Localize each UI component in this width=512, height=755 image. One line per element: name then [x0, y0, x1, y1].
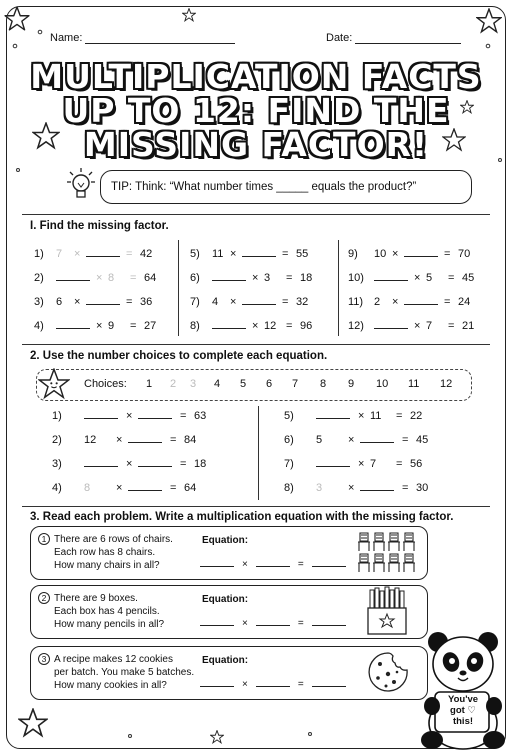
answer-blank[interactable] [404, 248, 438, 257]
product: 64 [144, 272, 157, 284]
choices-label: Choices: [84, 378, 127, 390]
chair-icon [388, 533, 400, 551]
answer-blank[interactable] [256, 678, 290, 687]
equals-sign: = [286, 320, 293, 332]
choice-number: 6 [266, 378, 273, 390]
choice-number: 7 [292, 378, 299, 390]
answer-blank[interactable] [200, 678, 234, 687]
answer-blank[interactable] [56, 272, 90, 281]
product: 56 [410, 458, 423, 470]
answer-blank[interactable] [360, 434, 394, 443]
times-sign: × [230, 296, 237, 308]
choice-number: 12 [440, 378, 453, 390]
equals-sign: = [402, 482, 409, 494]
chairs-icon [356, 531, 418, 575]
problem-row [52, 434, 196, 446]
equals-sign: = [297, 559, 304, 570]
factor: 7 [56, 248, 63, 260]
product: 84 [184, 434, 197, 446]
times-sign: × [242, 679, 248, 690]
problem-line-text: per batch. You make 5 batches. [54, 667, 195, 678]
answer-blank[interactable] [84, 410, 118, 419]
problem-row [348, 272, 474, 284]
name-label: Name: [50, 32, 83, 44]
answer-blank[interactable] [256, 558, 290, 567]
cookie-icon [366, 650, 410, 694]
problem-row [190, 272, 312, 284]
problem-number: 8) [284, 482, 294, 494]
title-line-1: MULTIPLICATION FACTS [30, 57, 482, 96]
factor: 7 [370, 458, 377, 470]
factor: 5 [316, 434, 323, 446]
problem-number: 4) [34, 320, 44, 332]
answer-blank[interactable] [200, 617, 234, 626]
equals-sign: = [130, 320, 137, 332]
word-problem-text [38, 533, 173, 572]
choice-number: 5 [240, 378, 247, 390]
answer-blank[interactable] [56, 320, 90, 329]
problem-row [34, 320, 156, 332]
choice-number: 11 [408, 378, 420, 390]
factor: 10 [374, 248, 387, 260]
sign-line-3: this! [452, 716, 474, 727]
problem-number: 6) [284, 434, 294, 446]
heart-icon: ♡ [467, 705, 476, 716]
problem-number: 12) [348, 320, 364, 332]
equals-sign: = [170, 434, 177, 446]
divider [22, 344, 490, 345]
times-sign: × [348, 482, 355, 494]
times-sign: × [358, 410, 365, 422]
equals-sign: = [170, 482, 177, 494]
factor: 6 [56, 296, 63, 308]
equals-sign: = [282, 248, 289, 260]
chair-icon [388, 554, 400, 572]
problem-number: 11) [348, 296, 364, 308]
problem-row [52, 410, 206, 422]
problem-row [348, 248, 470, 260]
problem-line [38, 592, 164, 605]
problem-row [284, 434, 428, 446]
problem-number: 10) [348, 272, 364, 284]
answer-blank[interactable] [312, 678, 346, 687]
problem-number: 5) [190, 248, 200, 260]
product: 96 [300, 320, 313, 332]
factor: 3 [264, 272, 271, 284]
answer-blank[interactable] [316, 410, 350, 419]
answer-blank[interactable] [242, 296, 276, 305]
problem-number: 7) [190, 296, 200, 308]
problem-row [34, 272, 156, 284]
column-divider [258, 406, 259, 500]
problem-line-text: There are 6 rows of chairs. [54, 534, 173, 545]
section-2-heading: 2. Use the number choices to complete each equation. [30, 350, 328, 362]
equation-line [200, 617, 346, 629]
problem-number: 2) [34, 272, 44, 284]
times-sign: × [358, 458, 365, 470]
problem-row [190, 248, 308, 260]
answer-blank[interactable] [128, 434, 162, 443]
times-sign: × [252, 272, 259, 284]
problem-line [38, 533, 173, 546]
equals-sign: = [282, 296, 289, 308]
problem-row [284, 410, 422, 422]
problem-line-text: A recipe makes 12 cookies [54, 654, 173, 665]
problem-number: 1) [52, 410, 62, 422]
choice-number: 10 [376, 378, 389, 390]
problem-row [52, 482, 196, 494]
sign-line-2: got [450, 705, 465, 716]
factor: 11 [212, 248, 224, 260]
equation-label: Equation: [202, 535, 249, 546]
panda-mascot-icon [418, 628, 508, 752]
choice-number: 4 [214, 378, 221, 390]
equals-sign: = [286, 272, 293, 284]
product: 45 [462, 272, 475, 284]
times-sign: × [96, 272, 103, 284]
times-sign: × [414, 320, 421, 332]
problem-line-text: Each box has 4 pencils. [54, 606, 160, 617]
chair-icon [358, 533, 370, 551]
times-sign: × [116, 482, 123, 494]
chair-icon [403, 533, 415, 551]
equation-label: Equation: [202, 594, 249, 605]
answer-blank[interactable] [86, 296, 120, 305]
word-problem-text [38, 592, 164, 631]
factor: 3 [316, 482, 323, 494]
answer-blank[interactable] [374, 272, 408, 281]
name-line[interactable] [85, 34, 235, 44]
divider [22, 506, 490, 507]
section-3-heading: 3. Read each problem. Write a multiplication equation with the missing factor. [30, 511, 454, 523]
mascot-sign-text [438, 694, 488, 727]
problem-row [284, 482, 428, 494]
problem-row [284, 458, 422, 470]
product: 32 [296, 296, 309, 308]
choice-number: 1 [146, 378, 153, 390]
answer-blank[interactable] [138, 458, 172, 467]
pencil-box-icon [364, 586, 410, 638]
factor: 12 [84, 434, 97, 446]
product: 18 [194, 458, 207, 470]
equals-sign: = [297, 679, 304, 690]
factor: 2 [374, 296, 381, 308]
chair-icon [403, 554, 415, 572]
tip-text: TIP: Think: “What number times _____ equals the product?” [111, 181, 417, 193]
answer-blank[interactable] [312, 617, 346, 626]
times-sign: × [242, 618, 248, 629]
name-field[interactable] [50, 32, 235, 44]
problem-number: 6) [190, 272, 200, 284]
equals-sign: = [126, 296, 133, 308]
times-sign: × [252, 320, 259, 332]
factor: 9 [108, 320, 115, 332]
choice-number: 2 [170, 378, 177, 390]
answer-blank[interactable] [212, 320, 246, 329]
problem-row [348, 296, 470, 308]
product: 24 [458, 296, 471, 308]
factor: 8 [84, 482, 91, 494]
problem-number: 1) [34, 248, 44, 260]
chair-icon [373, 554, 385, 572]
equals-sign: = [396, 458, 403, 470]
product: 64 [184, 482, 197, 494]
divider [22, 214, 490, 215]
times-sign: × [392, 296, 399, 308]
factor: 8 [108, 272, 115, 284]
tip-box [100, 170, 472, 204]
times-sign: × [116, 434, 123, 446]
equals-sign: = [180, 458, 187, 470]
times-sign: × [74, 248, 81, 260]
answer-blank[interactable] [200, 558, 234, 567]
title-line-2: UP TO 12: FIND THE [62, 91, 450, 130]
sign-line-1: You've [447, 694, 479, 705]
problem-number: 5) [284, 410, 294, 422]
problem-number: 2) [52, 434, 62, 446]
problem-row [34, 248, 152, 260]
answer-blank[interactable] [404, 296, 438, 305]
factor: 12 [264, 320, 277, 332]
word-problem-text [38, 653, 194, 692]
problem-number-badge: 1 [38, 533, 50, 545]
equals-sign: = [126, 248, 133, 260]
problem-line-text: How many cookies in all? [54, 680, 167, 691]
problem-number: 7) [284, 458, 294, 470]
product: 42 [140, 248, 153, 260]
equals-sign: = [130, 272, 137, 284]
problem-number-badge: 3 [38, 653, 50, 665]
times-sign: × [242, 559, 248, 570]
title-line-3: MISSING FACTOR! [83, 125, 429, 164]
equals-sign: = [448, 272, 455, 284]
product: 55 [296, 248, 309, 260]
times-sign: × [126, 410, 133, 422]
answer-blank[interactable] [212, 272, 246, 281]
problem-row [34, 296, 152, 308]
problem-row [190, 320, 312, 332]
answer-blank[interactable] [360, 482, 394, 491]
problem-line-text: How many chairs in all? [54, 560, 160, 571]
equation-line [200, 678, 346, 690]
problem-number: 8) [190, 320, 200, 332]
problem-line [38, 653, 194, 666]
problem-number-badge: 2 [38, 592, 50, 604]
product: 63 [194, 410, 207, 422]
column-divider [178, 240, 179, 336]
problem-number: 9) [348, 248, 358, 260]
times-sign: × [348, 434, 355, 446]
equals-sign: = [180, 410, 187, 422]
product: 30 [416, 482, 429, 494]
equals-sign: = [297, 618, 304, 629]
problem-number: 3) [52, 458, 62, 470]
section-1-heading: I. Find the missing factor. [30, 220, 169, 232]
answer-blank[interactable] [256, 617, 290, 626]
problem-row [52, 458, 206, 470]
choice-number: 3 [190, 378, 197, 390]
factor: 7 [426, 320, 433, 332]
times-sign: × [392, 248, 399, 260]
chair-icon [373, 533, 385, 551]
equation-line [200, 558, 346, 570]
smiling-star-icon [38, 368, 70, 400]
factor: 5 [426, 272, 433, 284]
answer-blank[interactable] [312, 558, 346, 567]
chair-icon [358, 554, 370, 572]
answer-blank[interactable] [84, 458, 118, 467]
problem-row [348, 320, 474, 332]
answer-blank[interactable] [86, 248, 120, 257]
times-sign: × [414, 272, 421, 284]
answer-blank[interactable] [374, 320, 408, 329]
date-label: Date: [326, 32, 353, 44]
answer-blank[interactable] [128, 482, 162, 491]
equation-label: Equation: [202, 655, 249, 666]
times-sign: × [126, 458, 133, 470]
factor: 11 [370, 410, 382, 422]
factor: 4 [212, 296, 219, 308]
times-sign: × [96, 320, 103, 332]
problem-line-text: Each row has 8 chairs. [54, 547, 156, 558]
equals-sign: = [444, 248, 451, 260]
problem-row [190, 296, 308, 308]
date-line[interactable] [355, 34, 461, 44]
answer-blank[interactable] [138, 410, 172, 419]
answer-blank[interactable] [242, 248, 276, 257]
problem-line-text: How many pencils in all? [54, 619, 165, 630]
product: 36 [140, 296, 153, 308]
answer-blank[interactable] [316, 458, 350, 467]
lightbulb-icon [62, 166, 100, 206]
product: 18 [300, 272, 313, 284]
problem-line-text: There are 9 boxes. [54, 593, 138, 604]
problem-number: 3) [34, 296, 44, 308]
date-field[interactable] [326, 32, 461, 44]
equals-sign: = [402, 434, 409, 446]
product: 70 [458, 248, 471, 260]
column-divider [338, 240, 339, 336]
product: 22 [410, 410, 423, 422]
problem-number: 4) [52, 482, 62, 494]
times-sign: × [230, 248, 237, 260]
product: 27 [144, 320, 157, 332]
choice-number: 8 [320, 378, 327, 390]
equals-sign: = [448, 320, 455, 332]
choice-number: 9 [348, 378, 355, 390]
product: 21 [462, 320, 475, 332]
equals-sign: = [396, 410, 403, 422]
times-sign: × [74, 296, 81, 308]
product: 45 [416, 434, 429, 446]
equals-sign: = [444, 296, 451, 308]
